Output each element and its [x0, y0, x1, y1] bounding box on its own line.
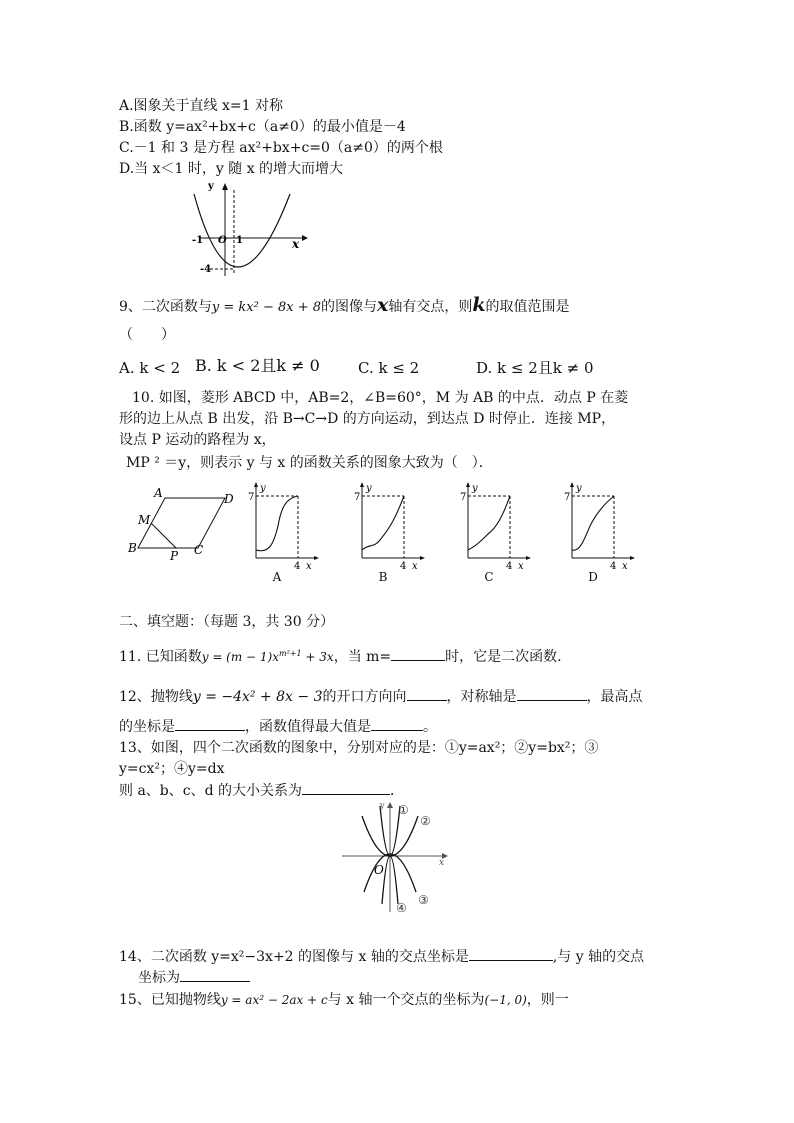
- graph-x-label: x: [306, 561, 312, 570]
- q10-line-3: 设点 P 运动的路程为 x，: [119, 432, 276, 448]
- graph-right-tick: 4: [610, 561, 617, 570]
- q8-graph-origin: O: [218, 235, 227, 246]
- q12-text-c: ，对称轴是: [446, 689, 517, 705]
- q10-rhombus-figure: [120, 482, 245, 562]
- graph-y-label: y: [366, 483, 372, 494]
- q12-blank-axis[interactable]: [517, 686, 587, 701]
- q13-line-3: [119, 780, 404, 801]
- graph-right-tick: 4: [294, 561, 301, 570]
- q8-graph-x-label: x: [292, 237, 300, 251]
- q9-text-b: 的图像与: [321, 299, 378, 315]
- graph-top-tick: 7: [564, 492, 571, 503]
- q15-text-b: 与 x 轴一个交点的坐标为: [327, 992, 485, 1008]
- q9-x-var: x: [377, 294, 389, 316]
- q11-text-a: 11. 已知函数: [119, 649, 202, 665]
- q14-line-1: [119, 946, 644, 967]
- graph-top-tick: 7: [460, 492, 467, 503]
- graph-option-label: A: [272, 570, 282, 584]
- q10-answer-graph-d: [562, 482, 642, 586]
- q12-text-b: 的开口方向向: [322, 689, 407, 705]
- graph-option-label: C: [484, 570, 494, 584]
- q13-line-2: y=cx²；④y=dx: [119, 761, 225, 777]
- q8-graph-y-label: y: [208, 181, 214, 192]
- q10-answer-graph-b: [352, 482, 432, 586]
- q12-text-line2c: 。: [423, 719, 437, 735]
- q12-formula: y = −4x² + 8x − 3: [192, 689, 323, 705]
- q10-line-1: 10. 如图，菱形 ABCD 中，AB=2，∠B=60°，M 为 AB 的中点．动点 P 在菱: [132, 390, 629, 406]
- section-2-heading: 二、填空题：（每题 3，共 30 分）: [119, 614, 335, 630]
- q9-answer-paren: （ ）: [119, 327, 175, 343]
- graph-right-tick: 4: [506, 561, 513, 570]
- q8-option-a: A.图象关于直线 x=1 对称: [119, 98, 283, 114]
- q10-line-2: 形的边上从点 B 出发，沿 B→C→D 的方向运动，到达点 D 时停止．连接 MP，: [119, 411, 616, 427]
- q8-option-c: C.－1 和 3 是方程 ax²+bx+c=0（a≠0）的两个根: [119, 140, 443, 156]
- q12-blank-direction[interactable]: [407, 686, 447, 701]
- q9-text-a: 9、二次函数与: [119, 299, 212, 315]
- graph-x-label: x: [622, 561, 628, 570]
- q12-text-line2b: ，函数值得最大值是: [245, 719, 371, 735]
- rhombus-label-p: P: [170, 549, 179, 562]
- q15-text-c: ，则一: [526, 992, 569, 1008]
- q12-line-2: [119, 716, 437, 737]
- q11-blank[interactable]: [391, 646, 445, 661]
- q15-text-a: 15、已知抛物线: [119, 992, 221, 1008]
- graph-option-label: D: [588, 570, 598, 584]
- graph-y-label: y: [576, 483, 582, 494]
- q8-parabola-graph: [190, 180, 310, 280]
- q8-graph-neg1: -1: [192, 235, 204, 246]
- q9-option-d: D. k ≤ 2且k ≠ 0: [476, 359, 594, 377]
- q11-formula: $y = (m - 1)x^{m^2+1} + 3x$: [201, 649, 334, 664]
- q9-text-d: 的取值范围是: [485, 299, 570, 315]
- rhombus-label-c: C: [194, 543, 204, 557]
- q9-option-b: B. k < 2且k ≠ 0: [195, 356, 320, 375]
- q9-option-a: A. k < 2: [119, 359, 181, 377]
- rhombus-label-a: A: [154, 486, 163, 500]
- q10-graph-svg: [246, 482, 326, 570]
- q11-line: [119, 644, 562, 667]
- q10-graph-svg: [352, 482, 432, 570]
- q13-text-end: ．: [390, 783, 405, 799]
- q10-graph-svg: [458, 482, 538, 570]
- q9-option-c: C. k ≤ 2: [358, 359, 420, 377]
- graph-option-label: B: [378, 570, 388, 584]
- q11-text-c: 时，它是二次函数.: [445, 649, 562, 665]
- graph-x-label: x: [518, 561, 524, 570]
- q15-formula: y = ax² − 2ax + c: [220, 993, 328, 1007]
- graph-top-tick: 7: [248, 492, 255, 503]
- graph-top-tick: 7: [354, 492, 361, 503]
- q12-line-1: [119, 686, 643, 707]
- q13-line-1: 13、如图，四个二次函数的图象中，分别对应的是：①y=ax²；②y=bx²；③: [119, 740, 599, 756]
- q15-line: [119, 990, 569, 1010]
- q10-answer-graph-a: [246, 482, 326, 586]
- graph-right-tick: 4: [400, 561, 407, 570]
- q12-blank-vertex[interactable]: [175, 716, 245, 731]
- q13-blank[interactable]: [302, 780, 390, 795]
- graph-y-label: y: [260, 483, 266, 494]
- graph-y-label: y: [472, 483, 478, 494]
- q11-text-b: ，当 m=: [333, 649, 392, 665]
- rhombus-label-d: D: [224, 492, 234, 506]
- q13-text-line3: 则 a、b、c、d 的大小关系为: [119, 783, 303, 799]
- q14-blank-x[interactable]: [469, 946, 553, 961]
- q9-stem: [119, 295, 570, 318]
- q13-curve-label-1: ①: [398, 803, 409, 817]
- q14-text-c: 坐标为: [138, 970, 180, 986]
- q10-line-4: MP ² ＝y，则表示 y 与 x 的函数关系的图象大致为（ ）．: [126, 455, 493, 471]
- q13-curve-label-4: ④: [396, 901, 407, 915]
- q14-blank-y[interactable]: [180, 967, 250, 982]
- q12-text-d: ，最高点: [586, 689, 643, 705]
- q13-curve-label-3: ③: [418, 893, 429, 907]
- q12-text-a: 12、抛物线: [119, 689, 193, 705]
- q12-text-line2a: 的坐标是: [119, 719, 175, 735]
- rhombus-label-m: M: [138, 513, 151, 527]
- q8-option-d: D.当 x＜1 时，y 随 x 的增大而增大: [119, 161, 344, 177]
- rhombus-label-b: B: [128, 541, 137, 555]
- q13-graph-origin: O: [374, 863, 384, 877]
- q14-text-b: ,与 y 轴的交点: [552, 949, 645, 965]
- q8-graph-neg4: -4: [200, 264, 212, 275]
- q13-graph-y-label: y: [380, 801, 385, 810]
- q14-line-2: [138, 967, 250, 988]
- q9-text-c: 轴有交点，则: [388, 299, 473, 315]
- q8-graph-one: 1: [236, 235, 243, 246]
- q9-k-var: k: [472, 294, 486, 316]
- q13-curve-label-2: ②: [420, 814, 431, 828]
- q12-blank-max[interactable]: [371, 716, 423, 731]
- q10-answer-graph-c: [458, 482, 538, 586]
- graph-x-label: x: [412, 561, 418, 570]
- q13-parabolas-graph: [340, 800, 452, 918]
- q14-text-a: 14、二次函数 y=x²−3x+2 的图像与 x 轴的交点坐标是: [119, 949, 469, 965]
- q13-graph-x-label: x: [439, 858, 445, 868]
- q10-graph-svg: [562, 482, 642, 570]
- q15-point: (−1, 0): [484, 993, 527, 1007]
- q8-option-b: B.函数 y=ax²+bx+c（a≠0）的最小值是－4: [119, 119, 406, 135]
- q9-formula: y = kx² − 8x + 8: [211, 300, 322, 315]
